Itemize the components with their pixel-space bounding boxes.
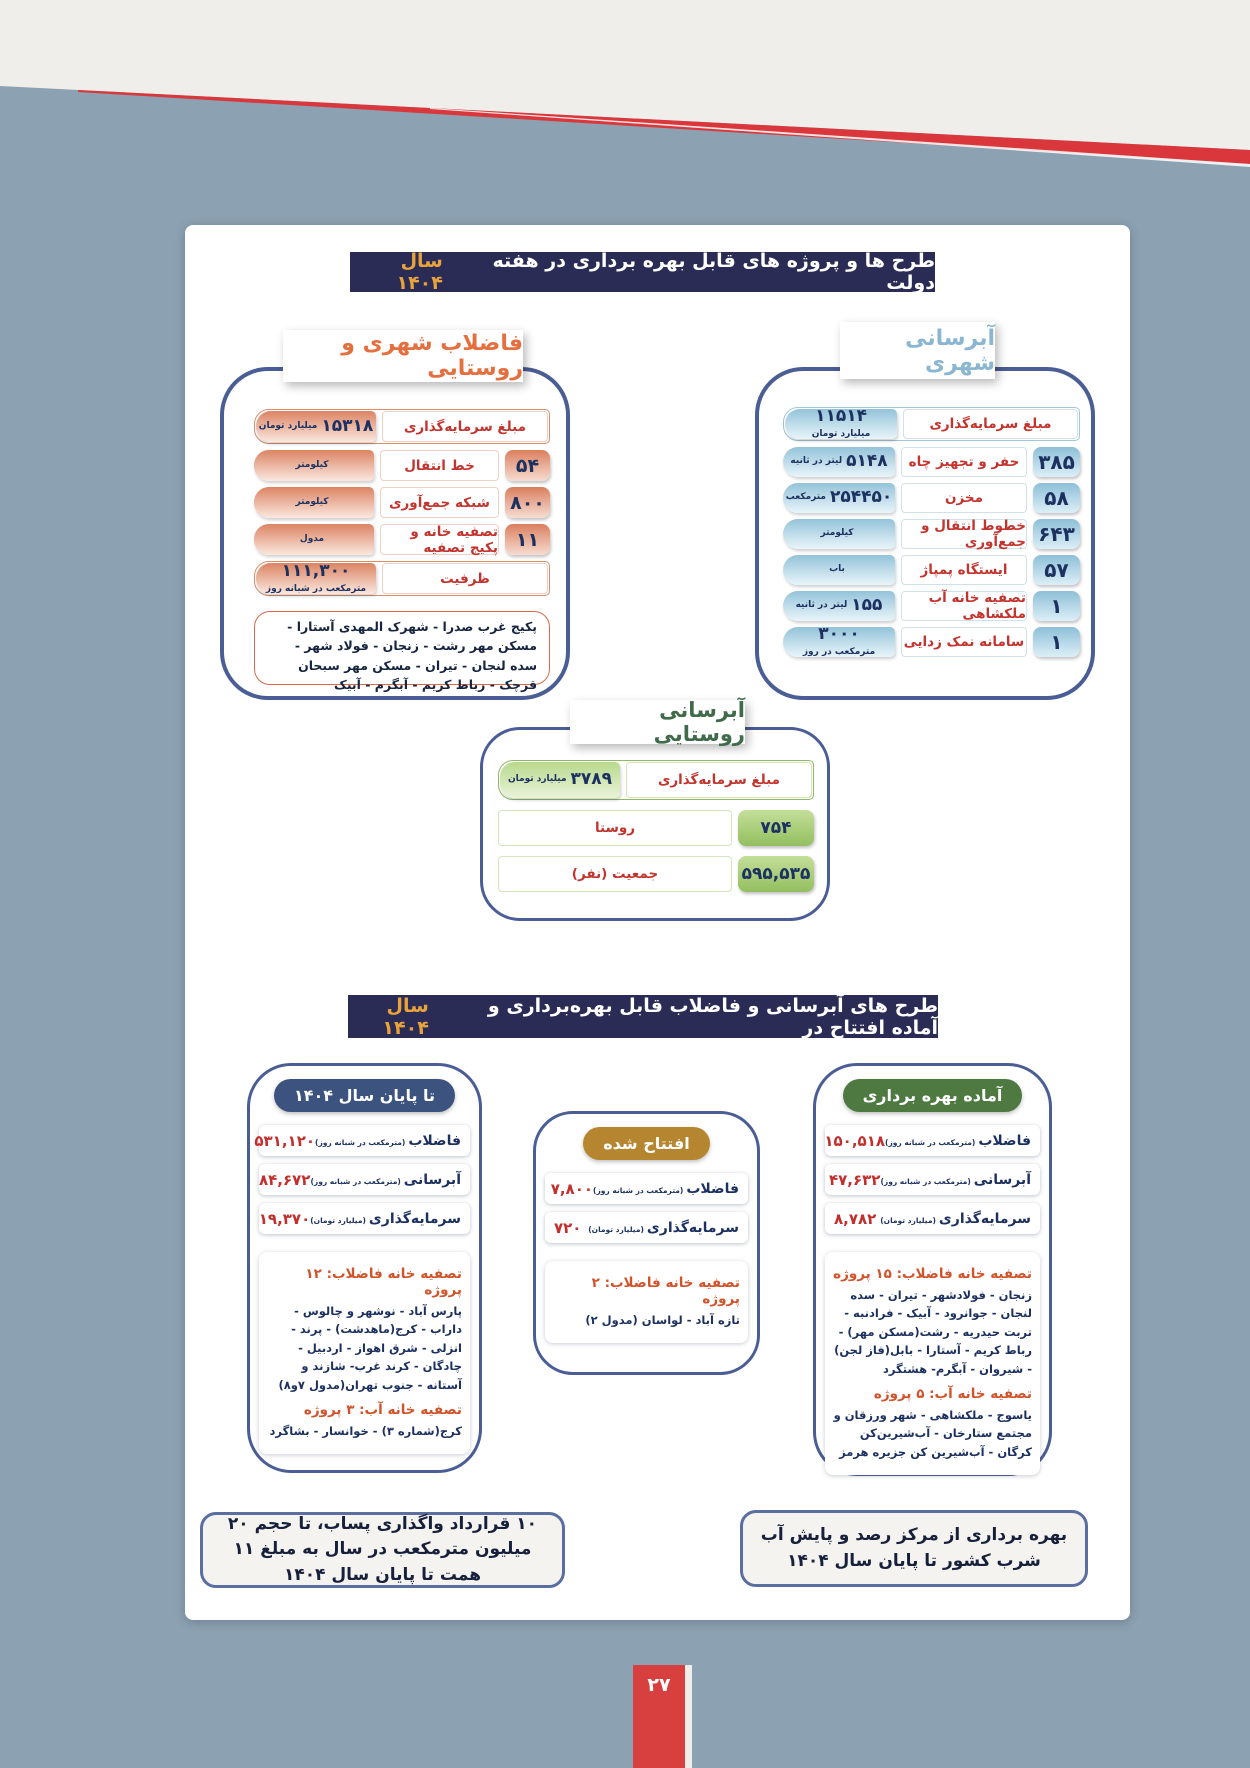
stat-value-chip: ۳۰۰۰ مترمکعب در روز (783, 627, 895, 657)
stat-count-bubble: ۳۸۵ (1033, 447, 1080, 477)
stat-value-chip: ۵۱۴۸ لیتر در ثانیه (783, 447, 895, 477)
stat-count-bubble: ۷۵۴ (738, 810, 814, 846)
list-body: کرج(شماره ۳) - خوانسار - بشاگرد (269, 1423, 462, 1438)
card-end-of-year (247, 1063, 482, 1473)
stat-label: روستا (498, 810, 732, 846)
card-project-list (545, 1261, 748, 1343)
stat-value-chip: ۱۵۳۱۸ میلیارد تومان (256, 411, 376, 442)
card-opened (533, 1111, 760, 1375)
section1-titlebar (350, 252, 935, 292)
monitoring-center-note: بهره برداری از مرکز رصد و پایش آب شرب کشور تا پایان سال ۱۴۰۴ (740, 1510, 1088, 1587)
section1-title-text: طرح ها و پروژه های قابل بهره برداری در هفته دولت (492, 250, 935, 294)
stat-count-bubble: ۵۴ (505, 450, 550, 481)
sewage-section-header (283, 330, 523, 382)
content-panel (185, 225, 1130, 1620)
top-banner-decoration (0, 0, 1250, 180)
stat-label: خط انتقال (380, 450, 499, 481)
stat-count-bubble: ۱۱ (505, 524, 550, 555)
stat-count-bubble: ۱ (1033, 627, 1080, 657)
stat-row (783, 519, 1080, 549)
card-stat-value: ۸۴,۶۷۲ (258, 1170, 311, 1189)
card-stat-value: ۴۷,۶۳۲ (828, 1170, 881, 1189)
stat-row (254, 450, 550, 481)
stat-label: تصفیه خانه و پکیج تصفیه (380, 524, 499, 555)
stat-value-chip: کیلومتر (254, 450, 374, 481)
stat-count-bubble: ۶۴۳ (1033, 519, 1080, 549)
stat-count-bubble: ۵۹۵,۵۳۵ (738, 856, 814, 892)
card-stat-row: سرمایه‌گذاری (میلیارد تومان) ۸,۷۸۲ (825, 1203, 1040, 1234)
stat-count-bubble: ۵۷ (1033, 555, 1080, 585)
stat-row (498, 856, 814, 892)
page-number-ribbon (633, 1665, 692, 1768)
list-heading: تصفیه خانه فاضلاب: ۱۵ پروژه (833, 1266, 1032, 1282)
stat-count-bubble: ۸۰۰ (505, 487, 550, 518)
urban-water-stats-container (755, 367, 1095, 700)
stat-row (254, 561, 550, 596)
stat-row (783, 483, 1080, 513)
stat-row (783, 447, 1080, 477)
stat-value-chip: ۱۱۱,۳۰۰ مترمکعب در شبانه روز (256, 563, 376, 594)
list-body: زنجان - فولادشهر - تیران - سده لنجان - جوانرود - آبیک - فرادنبه - تربت حیدریه - رشت(مسکن مهر) - رباط کریم - آستارا - بابل(فاز لجن) - شیروان - آبگرم- هشتگرد (834, 1288, 1032, 1376)
list-heading: تصفیه خانه فاضلاب: ۲ پروژه (591, 1275, 740, 1307)
card-stat-row: آبرسانی (مترمکعب در شبانه روز) ۸۴,۶۷۲ (259, 1164, 470, 1195)
list-body: تازه آباد - لواسان (مدول ۲) (585, 1313, 740, 1327)
stat-label: مبلغ سرمایه‌گذاری (626, 762, 812, 798)
card-ready-for-operation (813, 1063, 1052, 1476)
stat-value-chip: ۳۷۸۹ میلیارد تومان (500, 762, 620, 798)
stat-value-chip: باب (783, 555, 895, 585)
card-stat-row: فاضلاب (مترمکعب در شبانه روز) ۷,۸۰۰ (545, 1173, 748, 1204)
card-stat-row: آبرسانی (مترمکعب در شبانه روز) ۴۷,۶۳۲ (825, 1164, 1040, 1195)
stat-row (783, 624, 1080, 658)
stat-label: ظرفیت (382, 563, 548, 594)
card-project-list (259, 1252, 470, 1454)
stat-label: ایستگاه پمپاژ (901, 555, 1027, 585)
card-stat-row: سرمایه‌گذاری (میلیارد تومان) ۷۲۰ (545, 1212, 748, 1243)
wastewater-contracts-note: ۱۰ قرارداد واگذاری پساب، تا حجم ۲۰ میلیون مترمکعب در سال به مبلغ ۱۱ همت تا پایان سال ۱۴۰۴ (200, 1512, 565, 1588)
stat-label: شبکه جمع‌آوری (380, 487, 499, 518)
stat-row (498, 810, 814, 846)
stat-value-chip: کیلومتر (783, 519, 895, 549)
stat-row (783, 407, 1080, 441)
card-stat-value: ۵۳۱,۱۲۰ (254, 1131, 316, 1150)
stat-value-chip: مدول (254, 524, 374, 555)
card-stat-row: سرمایه‌گذاری (میلیارد تومان) ۱۹,۳۷۰ (259, 1203, 470, 1234)
card-stat-value: ۸,۷۸۲ (834, 1209, 877, 1228)
stat-label: مخزن (901, 483, 1027, 513)
card-project-list (825, 1252, 1040, 1475)
stat-row (254, 409, 550, 444)
rural-water-header-label: آبرسانی روستایی (653, 698, 745, 746)
stat-label: خطوط انتقال و جمع‌آوری (901, 519, 1027, 549)
section2-titlebar (348, 995, 938, 1038)
card-header-badge: افتتاح شده (583, 1127, 710, 1160)
section2-title-year: سال ۱۴۰۴ (382, 994, 429, 1039)
card-stat-row: فاضلاب (مترمکعب در شبانه روز) ۵۳۱,۱۲۰ (259, 1125, 470, 1156)
card-header-badge: تا پایان سال ۱۴۰۴ (274, 1079, 455, 1112)
card-stat-value: ۱۵۰,۵۱۸ (824, 1131, 886, 1150)
urban-water-header-label: آبرسانی شهری (905, 325, 995, 376)
page-number: ۲۷ (647, 1674, 671, 1696)
stat-row (254, 524, 550, 555)
stat-row (254, 487, 550, 518)
sewage-locations-note: پکیج غرب صدرا - شهرک المهدی آستارا - مسکن مهر رشت - زنجان - فولاد شهر - سده لنجان - تیران - مسکن مهر سبحان قرچک - رباط کریم - آبگرم - آبیک (254, 611, 550, 685)
stat-row (783, 591, 1080, 621)
card-stat-row: فاضلاب (مترمکعب در شبانه روز) ۱۵۰,۵۱۸ (825, 1125, 1040, 1156)
list-body: یاسوج - ملکشاهی - شهر ورزقان و مجتمع ستارخان - آب‌شیرین‌کن کرگان - آب‌شیرین کن جزیره هرمز (833, 1407, 1032, 1459)
urban-water-section-header (840, 322, 995, 379)
rural-water-stats-container (480, 727, 830, 921)
stat-label: تصفیه خانه آب ملکشاهی (901, 591, 1027, 621)
rural-water-section-header (570, 700, 745, 744)
card-header-badge: آماده بهره برداری (843, 1079, 1023, 1112)
sewage-stats-container (220, 367, 570, 700)
stat-value-chip: ۲۵۴۴۵۰ مترمکعب (783, 483, 895, 513)
card-stat-value: ۷۲۰ (554, 1218, 582, 1237)
card-stat-value: ۱۹,۳۷۰ (258, 1209, 311, 1228)
stat-label: جمعیت (نفر) (498, 856, 732, 892)
stat-label: مبلغ سرمایه‌گذاری (382, 411, 548, 442)
list-body: پارس آباد - نوشهر و چالوس - داراب - کرج(ماهدشت) - پرند - انزلی - شرق اهواز - اردبیل - چادگان - کرند غرب- شازند و آستانه - جنوب تهران(مدول ۷و۸) (278, 1304, 462, 1392)
list-heading: تصفیه خانه آب: ۳ پروژه (303, 1401, 462, 1418)
list-heading: تصفیه خانه آب: ۵ پروژه (873, 1385, 1032, 1402)
section2-title-text: طرح های آبرسانی و فاضلاب قابل بهره‌برداری و آماده افتتاح در (487, 994, 938, 1039)
sewage-header-label: فاضلاب شهری و روستایی (341, 331, 523, 381)
stat-value-chip: ۱۵۵ لیتر در ثانیه (783, 591, 895, 621)
stat-label: سامانه نمک زدایی (901, 627, 1027, 657)
stat-row (498, 760, 814, 800)
list-heading: تصفیه خانه فاضلاب: ۱۲ پروژه (305, 1266, 462, 1298)
stat-row (783, 555, 1080, 585)
stat-value-chip: کیلومتر (254, 487, 374, 518)
stat-label: حفر و تجهیز چاه (901, 447, 1027, 477)
stat-value-chip: ۱۱۵۱۴ میلیارد تومان (785, 409, 897, 439)
stat-label: مبلغ سرمایه‌گذاری (903, 409, 1078, 439)
stat-count-bubble: ۱ (1033, 591, 1080, 621)
card-stat-value: ۷,۸۰۰ (550, 1179, 594, 1198)
section1-title-year: سال ۱۴۰۴ (396, 250, 443, 294)
stat-count-bubble: ۵۸ (1033, 483, 1080, 513)
